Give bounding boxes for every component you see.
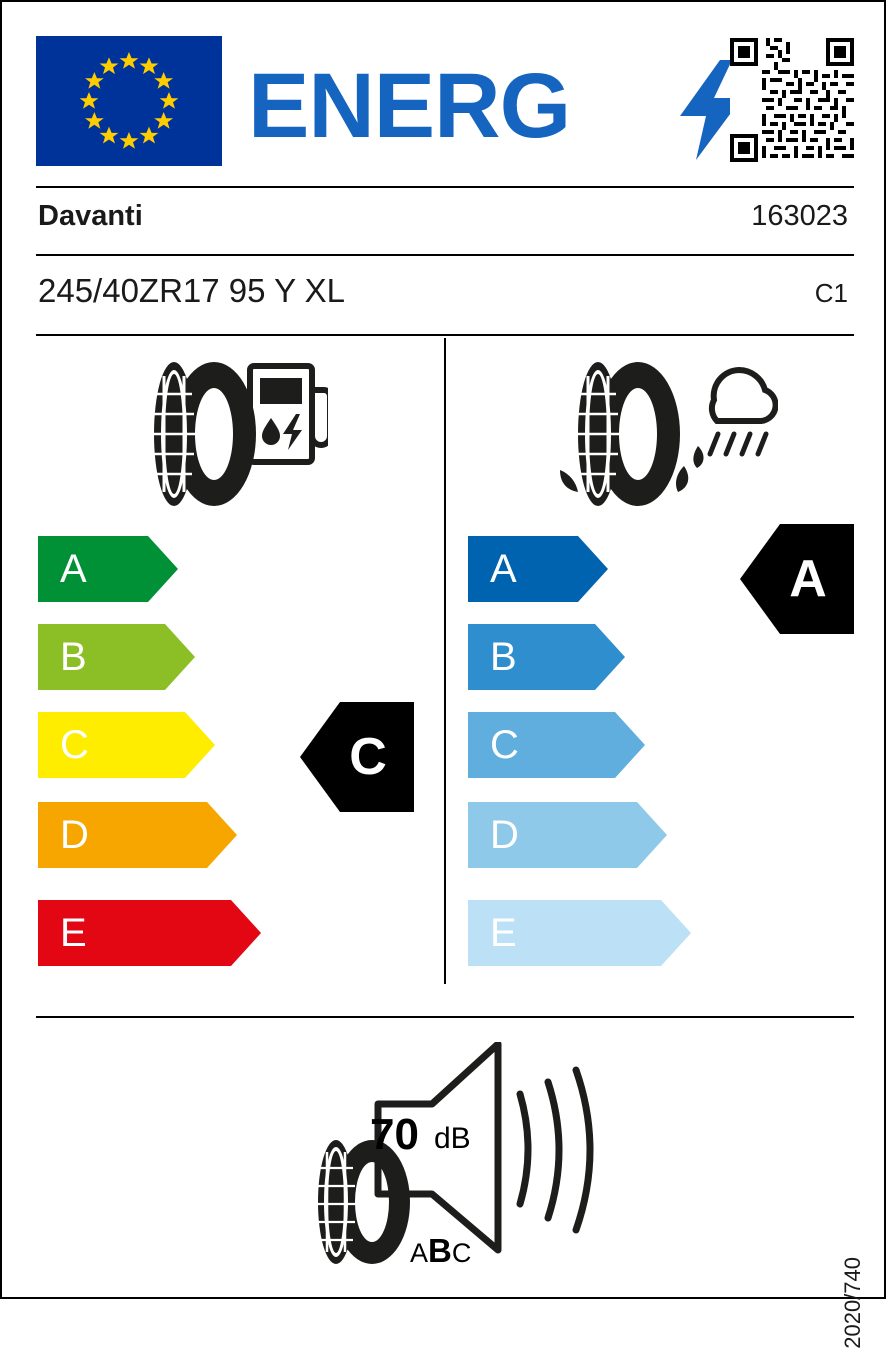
noise-class-c: C (451, 1238, 472, 1268)
wet-grade-bar-c (468, 712, 645, 778)
fuel-grade-bar-b (38, 624, 195, 690)
fuel-efficiency-pictogram (128, 354, 328, 519)
tyre-class-code: C1 (814, 278, 848, 308)
sound-waves-icon (520, 1070, 590, 1230)
wet-grade-bar-d (468, 802, 667, 868)
fuel-grade-letter: E (60, 910, 87, 955)
rain-cloud-icon (710, 370, 776, 454)
fuel-grade-bar-c (38, 712, 215, 778)
model-code: 163023 (751, 200, 848, 232)
wet-grade-bar-b (468, 624, 625, 690)
fuel-grade-letter: D (60, 812, 89, 857)
noise-unit: dB (434, 1122, 471, 1155)
wet-grade-letter: C (490, 722, 519, 767)
label-header (36, 32, 854, 172)
noise-class-current: B (428, 1232, 452, 1269)
tyre-size: 245/40ZR17 95 Y XL (38, 272, 346, 309)
brand-name: Davanti (38, 200, 143, 232)
divider-brand (36, 254, 854, 256)
wet-grade-letter: E (490, 910, 517, 955)
fuel-result-arrow (300, 702, 414, 812)
grade-arrow-shape (38, 536, 178, 602)
panel-divider (444, 338, 446, 984)
energy-wordmark: ENERG (248, 55, 571, 157)
noise-value: 70 (370, 1110, 419, 1159)
wet-result-arrow (740, 524, 854, 634)
fuel-grade-bar-e (38, 900, 261, 966)
wet-grade-bar-e (468, 900, 691, 966)
wet-grade-letter: D (490, 812, 519, 857)
tyre-splash-icon (560, 362, 704, 506)
divider-top (36, 186, 854, 188)
wet-grip-pictogram (538, 350, 778, 525)
tyre-icon (153, 362, 256, 506)
fuel-grade-bar-a (38, 536, 178, 602)
wet-grade-letter: B (490, 634, 517, 679)
fuel-grade-letter: C (60, 722, 89, 767)
fuel-grade-bar-d (38, 802, 237, 868)
wet-result-letter: A (789, 550, 827, 608)
noise-class-scale (410, 1232, 471, 1270)
fuel-drop-bolt-icon (262, 414, 302, 450)
wet-grade-letter: A (490, 546, 517, 591)
eu-flag-icon (36, 36, 222, 166)
noise-class-a: A (410, 1238, 429, 1268)
divider-noise (36, 1016, 854, 1018)
divider-size (36, 334, 854, 336)
fuel-result-letter: C (349, 728, 387, 786)
regulation-reference: 2020/740 (840, 1257, 865, 1349)
qr-code-icon (730, 38, 854, 162)
fuel-grade-letter: A (60, 546, 87, 591)
fuel-grade-letter: B (60, 634, 87, 679)
wet-grade-bar-a (468, 536, 608, 602)
